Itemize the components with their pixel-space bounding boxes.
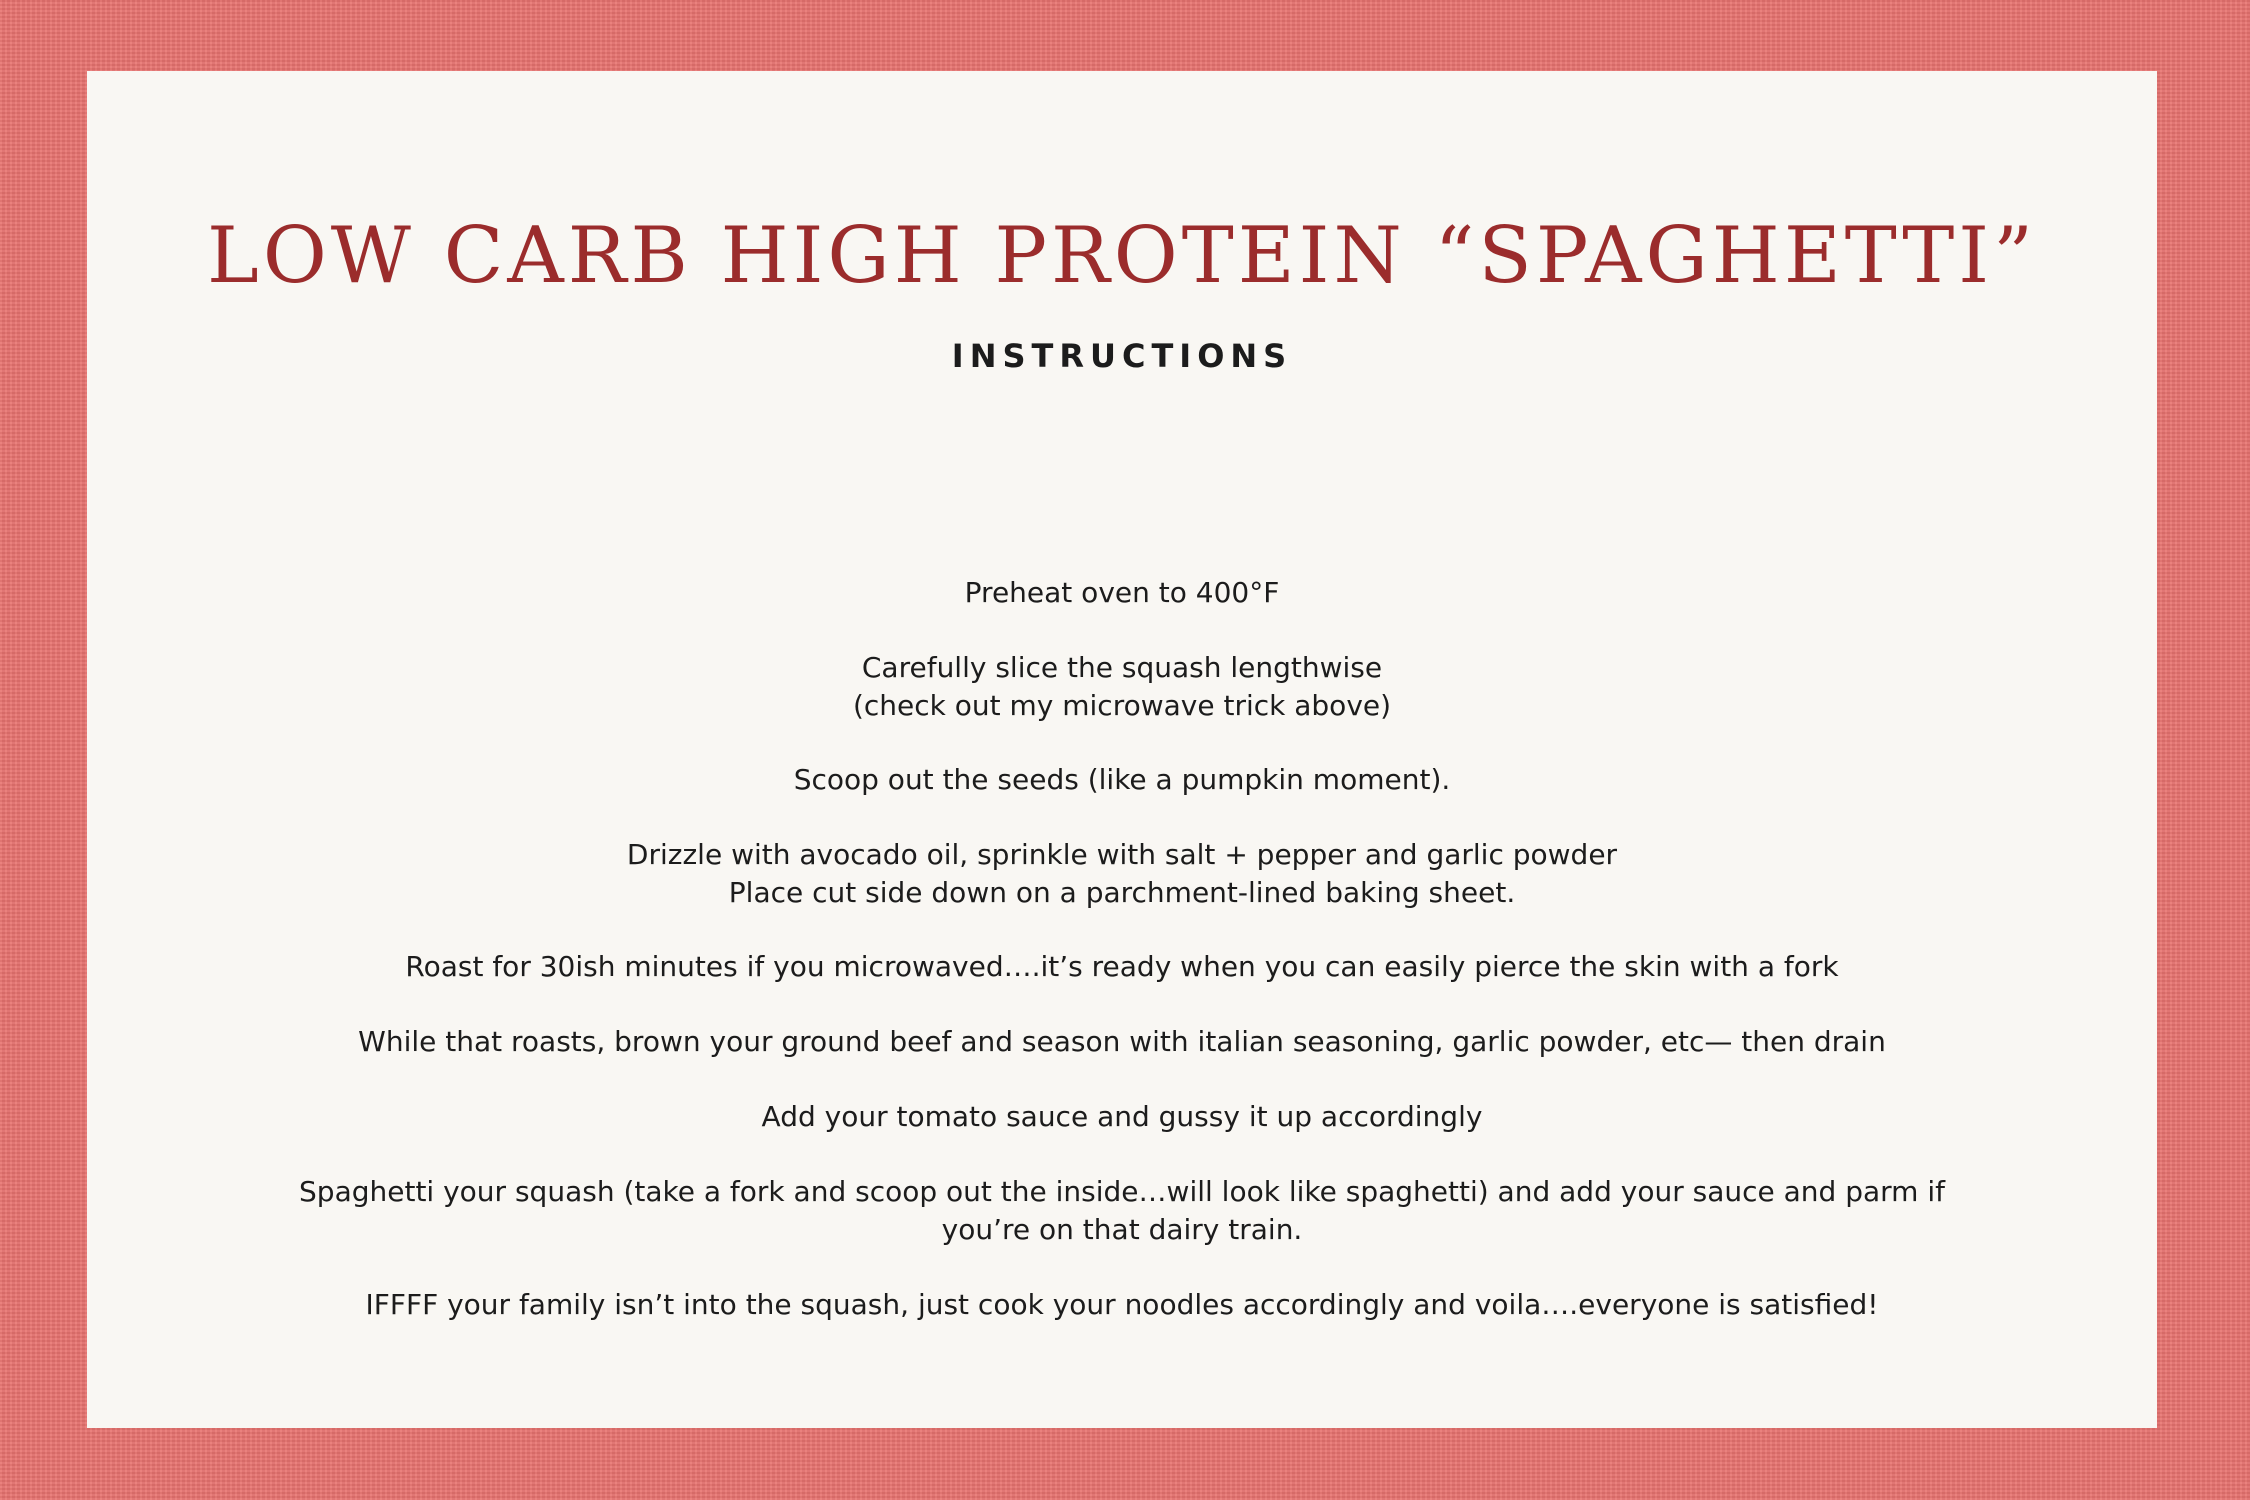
instruction-step-1: Preheat oven to 400°F xyxy=(964,576,1280,609)
recipe-card xyxy=(87,71,2157,1428)
instruction-step-5: Roast for 30ish minutes if you microwaved….it’s ready when you can easily pierce the skin with a fork xyxy=(405,950,1839,983)
instructions-heading: INSTRUCTIONS xyxy=(951,337,1293,375)
instruction-step-3: Scoop out the seeds (like a pumpkin moment). xyxy=(793,763,1451,796)
recipe-title: LOW CARB HIGH PROTEIN “SPAGHETTI” xyxy=(207,211,2037,301)
instruction-step-6: While that roasts, brown your ground beef and season with italian seasoning, garlic powder, etc— then drain xyxy=(358,1025,1886,1058)
instruction-step-9: IFFFF your family isn’t into the squash, just cook your noodles accordingly and voila….everyone is satisfied! xyxy=(365,1288,1879,1321)
instruction-step-4: Drizzle with avocado oil, sprinkle with salt + pepper and garlic powder Place cut side down on a parchment-lined baking sheet. xyxy=(626,838,1618,909)
instruction-step-8: Spaghetti your squash (take a fork and scoop out the inside…will look like spaghetti) and add your sauce and parm if you’re on that dairy train. xyxy=(299,1175,1945,1246)
instruction-step-2: Carefully slice the squash lengthwise (check out my microwave trick above) xyxy=(852,651,1392,722)
instruction-step-7: Add your tomato sauce and gussy it up accordingly xyxy=(761,1100,1483,1133)
